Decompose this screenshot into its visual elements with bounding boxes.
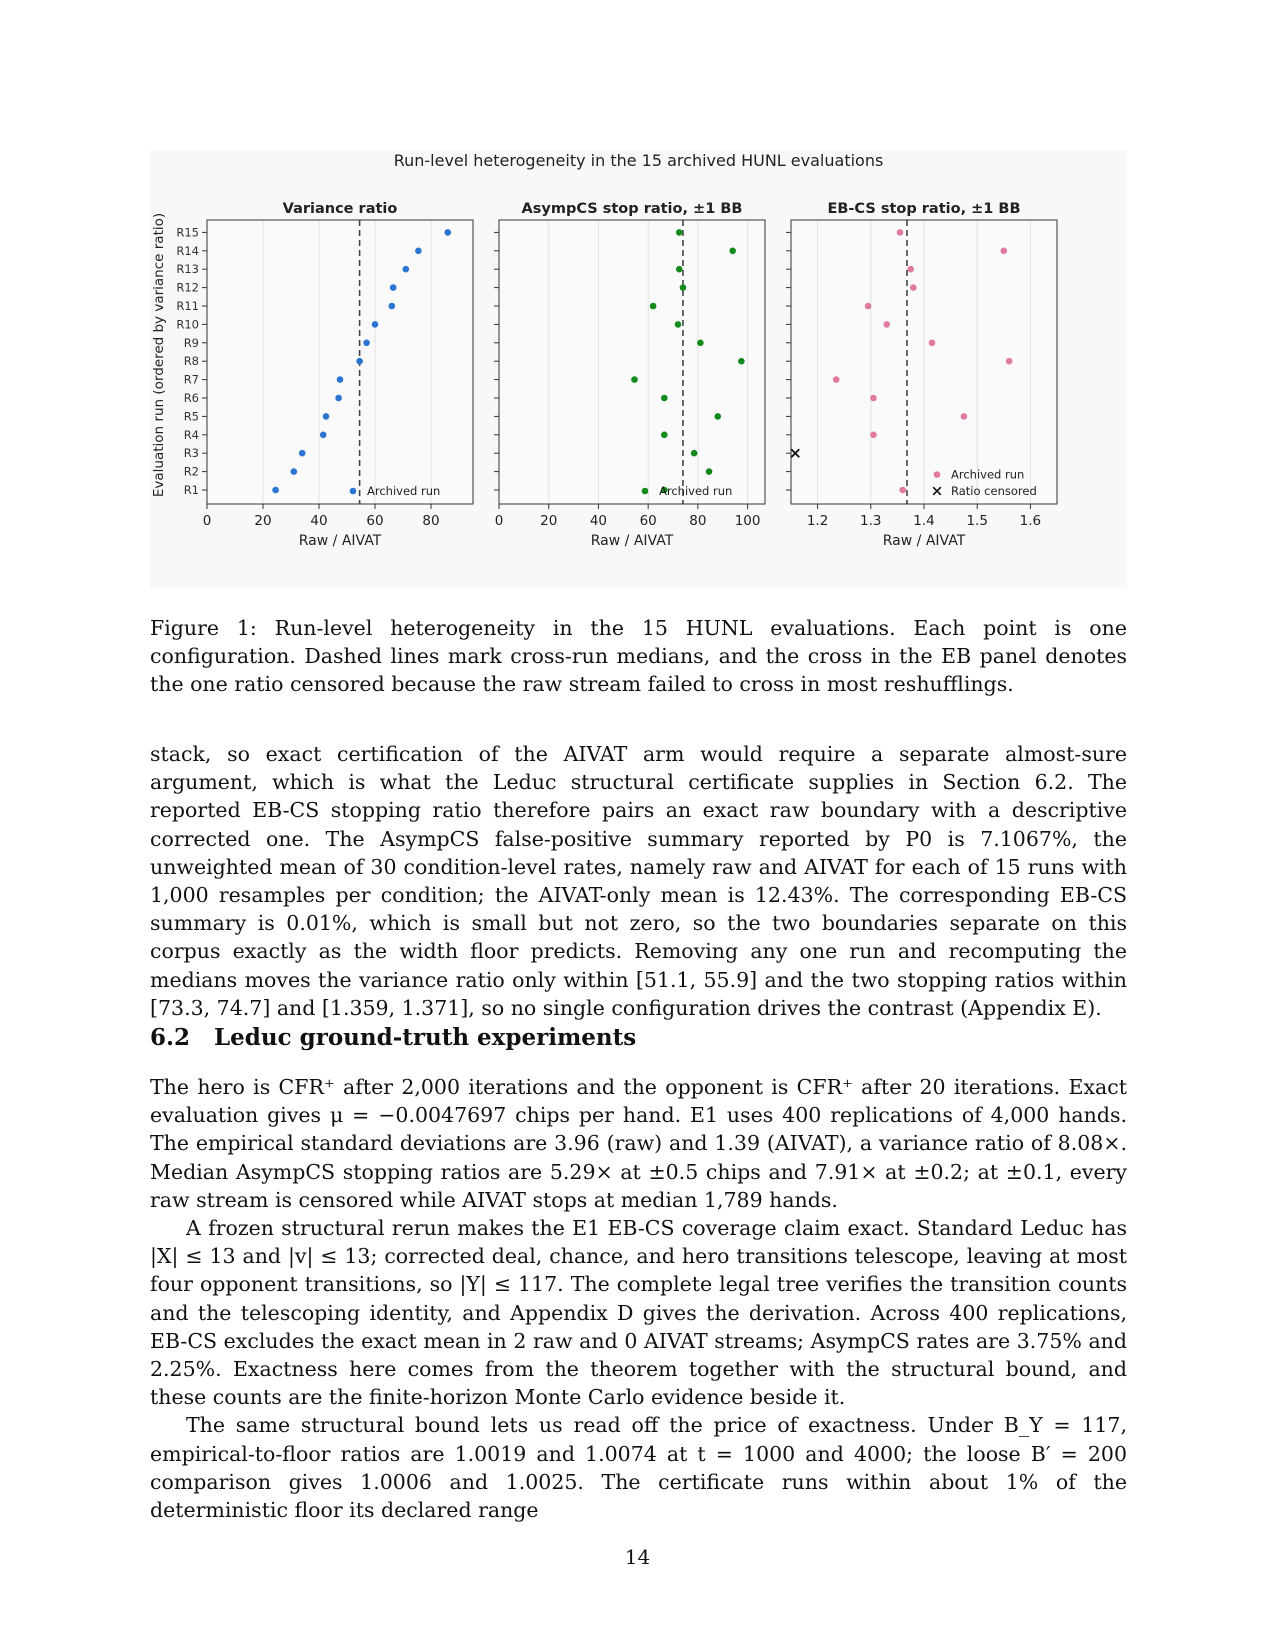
panel-1-point-r10: [372, 321, 379, 328]
figure-1: [150, 150, 1127, 588]
panel-3-point-r10: [883, 321, 890, 328]
panel-1-point-r11: [389, 303, 396, 310]
y-axis-label: Evaluation run (ordered by variance ratio): [151, 212, 167, 498]
panel-1-x-tick-label: 80: [422, 513, 440, 529]
figure-caption: Figure 1: Run-level heterogeneity in the 15 HUNL evaluations. Each point is one configuration. Dashed lines mark cross-run medians, and the cross in the EB panel denotes the one ratio censored because the raw stream failed to cross in most reshufflings.: [150, 616, 1127, 696]
section-title: Leduc ground-truth experiments: [214, 1024, 637, 1051]
figure-1-chart: [150, 150, 1127, 588]
panel-1-point-r3: [299, 450, 306, 457]
section-number: 6.2: [150, 1024, 191, 1051]
paragraph-3: The same structural bound lets us read off the price of exactness. Under B_Y = 117, empirical-to-floor ratios are 1.0019 and 1.0074 at t = 1000 and 4000; the loose B′ = 200 comparison gives 1.0006 and 1.0025. The certificate runs within about 1% of the deterministic floor its declared range: [150, 1413, 1127, 1523]
y-tick-label-r9: R9: [183, 335, 199, 350]
panel-2-legend-label: Archived run: [659, 484, 733, 498]
panel-3-x-tick-label: 1.2: [806, 513, 829, 529]
panel-2-point-r9: [697, 340, 704, 347]
panel-1-point-r13: [403, 266, 410, 273]
panel-1-point-r4: [320, 432, 327, 439]
y-tick-label-r7: R7: [183, 372, 199, 387]
panel-2-point-r12: [680, 284, 687, 291]
panel-2-title: AsympCS stop ratio, ±1 BB: [521, 201, 743, 217]
panel-2-point-r11: [650, 303, 657, 310]
panel-3-title: EB-CS stop ratio, ±1 BB: [827, 201, 1021, 217]
panel-3-x-tick-label: 1.3: [860, 513, 882, 529]
panel-1-point-r2: [291, 468, 298, 475]
panel-3-point-r5: [961, 413, 968, 420]
panel-3-point-r7: [833, 376, 840, 383]
panel-3-x-tick-label: 1.6: [1019, 513, 1042, 529]
panel-1-x-tick-label: 20: [254, 513, 272, 529]
panel-2-x-tick-label: 20: [540, 513, 558, 529]
y-tick-label-r4: R4: [183, 427, 199, 442]
section-heading: [150, 1024, 636, 1051]
panel-3-point-r4: [870, 432, 877, 439]
panel-2-point-r5: [714, 413, 721, 420]
panel-1-x-tick-label: 0: [202, 513, 212, 529]
figure-suptitle: Run-level heterogeneity in the 15 archived HUNL evaluations: [393, 151, 884, 170]
panel-1-plot-area: [207, 220, 473, 504]
paragraph-2: A frozen structural rerun makes the E1 EB-CS coverage claim exact. Standard Leduc has |X| ≤ 13 and |v| ≤ 13; corrected deal, chance, and hero transitions telescope, leaving at most four opponent transitions, so |Y| ≤ 117. The complete legal tree verifies the transition counts and the telescoping identity, and Appendix D gives the derivation. Across 400 replications, EB-CS excludes the exact mean in 2 raw and 0 AIVAT streams; AsympCS rates are 3.75% and 2.25%. Exactness here comes from the theorem together with the structural bound, and these counts are the finite-horizon Monte Carlo evidence beside it.: [150, 1216, 1127, 1410]
panel-1-x-tick-label: 40: [310, 513, 328, 529]
panel-1-point-r15: [445, 229, 452, 236]
panel-3-point-r9: [929, 340, 936, 347]
panel-3-point-r14: [1001, 248, 1008, 255]
panel-1-point-r12: [390, 284, 397, 291]
panel-1-point-r7: [337, 376, 344, 383]
panel-3-point-r15: [897, 229, 904, 236]
panel-3-legend-label: Archived run: [951, 467, 1025, 482]
intro-paragraph: [150, 740, 1127, 1022]
panel-1-point-r14: [415, 248, 422, 255]
panel-2-point-r3: [691, 450, 698, 457]
panel-2-x-tick-label: 80: [689, 513, 707, 529]
panel-3-x-tick-label: 1.4: [913, 513, 935, 529]
panel-2-point-r6: [661, 395, 668, 402]
y-tick-label-r6: R6: [183, 391, 199, 405]
y-tick-label-r10: R10: [176, 317, 199, 332]
y-tick-label-r1: R1: [183, 483, 199, 497]
panel-2-point-r8: [738, 358, 745, 365]
panel-2-legend-dot: [642, 488, 649, 495]
panel-2-x-tick-label: 40: [589, 513, 608, 529]
panel-2-point-r10: [675, 321, 682, 328]
y-tick-label-r5: R5: [183, 409, 199, 424]
panel-2-point-r2: [706, 468, 713, 475]
panel-1-legend-dot: [350, 488, 357, 495]
y-tick-label-r8: R8: [183, 354, 199, 369]
panel-3-legend-label: Ratio censored: [951, 484, 1037, 498]
panel-1-point-r1: [272, 487, 279, 494]
panel-3-legend-dot: [934, 471, 941, 478]
y-tick-label-r12: R12: [176, 280, 199, 295]
panel-2-x-tick-label: 60: [639, 513, 657, 529]
panel-2-x-tick-label: 100: [734, 513, 761, 529]
panel-2-point-r7: [631, 376, 638, 383]
panel-1-title: Variance ratio: [282, 201, 398, 217]
page-number: 14: [624, 1545, 651, 1569]
panel-2-x-tick-label: 0: [494, 513, 504, 529]
panel-3-point-r13: [907, 266, 914, 273]
y-tick-label-r3: R3: [183, 446, 199, 461]
panel-3-point-r6: [870, 395, 877, 402]
panel-3-point-r1: [899, 487, 906, 494]
paragraph-1: The hero is CFR⁺ after 2,000 iterations and the opponent is CFR⁺ after 20 iterations. Exact evaluation gives μ = −0.0047697 chips per hand. E1 uses 400 replications of 4,000 hands. The empirical standard deviations are 3.96 (raw) and 1.39 (AIVAT), a variance ratio of 8.08×. Median AsympCS stopping ratios are 5.29× at ±0.5 chips and 7.91× at ±0.2; at ±0.1, every raw stream is censored while AIVAT stops at median 1,789 hands.: [150, 1075, 1127, 1212]
y-tick-label-r13: R13: [176, 262, 199, 277]
panel-2-x-axis-label: Raw / AIVAT: [590, 533, 674, 549]
panel-1-x-tick-label: 60: [366, 513, 384, 529]
panel-1-point-r5: [323, 413, 330, 420]
panel-1-x-axis-label: Raw / AIVAT: [298, 533, 382, 549]
panel-1-point-r8: [356, 358, 363, 365]
panel-1-legend-label: Archived run: [367, 484, 441, 498]
panel-2-point-r13: [676, 266, 683, 273]
panel-1-point-r6: [335, 395, 342, 402]
panel-3-point-r8: [1006, 358, 1013, 365]
panel-3-point-r12: [910, 284, 917, 291]
panel-2-point-r14: [729, 248, 736, 255]
y-tick-label-r14: R14: [176, 243, 199, 258]
panel-2-point-r15: [676, 229, 683, 236]
panel-1-point-r9: [363, 340, 370, 347]
y-tick-label-r11: R11: [176, 299, 199, 313]
panel-3-point-r11: [865, 303, 872, 310]
y-tick-label-r15: R15: [176, 225, 199, 240]
panel-2-point-r4: [661, 432, 668, 439]
y-tick-label-r2: R2: [183, 464, 199, 479]
paragraph-intro: stack, so exact certification of the AIVAT arm would require a separate almost-sure argument, which is what the Leduc structural certificate supplies in Section 6.2. The reported EB-CS stopping ratio therefore pairs an exact raw boundary with a descriptive corrected one. The AsympCS false-positive summary reported by P0 is 7.1067%, the unweighted mean of 30 condition-level rates, namely raw and AIVAT for each of 15 runs with 1,000 resamples per condition; the AIVAT-only mean is 12.43%. The corresponding EB-CS summary is 0.01%, which is small but not zero, so the two boundaries separate on this corpus exactly as the width floor predicts. Removing any one run and recomputing the medians moves the variance ratio only within [51.1, 55.9] and the two stopping ratios within [73.3, 74.7] and [1.359, 1.371], so no single configuration drives the contrast (Appendix E).: [150, 742, 1127, 1020]
section-body: [150, 1073, 1127, 1524]
panel-2-plot-area: [499, 220, 765, 504]
panel-3-x-axis-label: Raw / AIVAT: [882, 533, 966, 549]
panel-3-x-tick-label: 1.5: [966, 513, 988, 529]
